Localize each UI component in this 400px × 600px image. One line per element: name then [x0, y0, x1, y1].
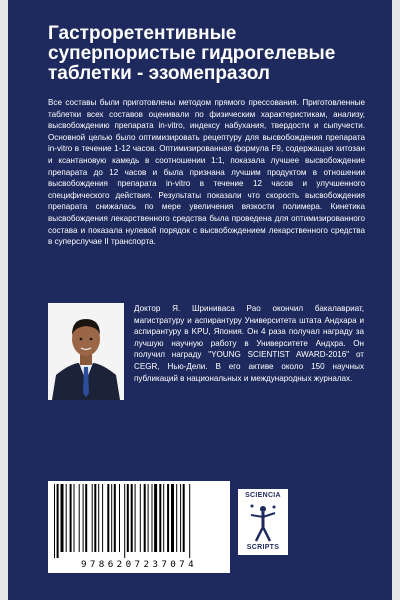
barcode-bar — [152, 484, 153, 552]
publisher-name-bottom: SCRIPTS — [246, 544, 280, 551]
barcode-bar — [131, 484, 133, 552]
barcode-bar — [159, 484, 161, 552]
barcode-bar — [135, 484, 136, 552]
barcode-bar — [167, 484, 169, 552]
barcode-bar — [70, 484, 72, 552]
barcode-bar — [54, 484, 55, 558]
barcode-bar — [66, 484, 67, 552]
barcode-bar — [94, 484, 96, 552]
barcode-bar — [154, 484, 157, 552]
abstract-text: Все составы были приготовлены методом прямого прессования. Приготовленные таблетки всех составов оценивали по физическим характеристикам, анализу, высвобождению препарата in-vitro, индексу набухания, твердости и сыпучести. Основной целью было оптимизировать рецептуру для высвобождения препарата in-vitro в течение 1-12 часов. Оптимизированная формула F9, содержащая хитозан и ксантановую камедь в соотношении 1:1, показала лучшее высвобождение препарата до 12 часов и была признана лучшим продуктом в отношении высвобождения препарата in-vitro в течение 12 часов и улучшенного специфического действия. Результаты показали что скорость высвобождения препарата снижалась по мере увеличения вязкости полимера. Кинетика высвобождения лекарственного средства была проведена для оптимизированного состава и показала нулевой порядок с высвобождением лекарственного средства в суперслучае II транспорта. — [48, 98, 365, 247]
barcode-bar — [189, 484, 190, 558]
barcode-bar — [111, 484, 112, 552]
title-line-2: суперпористые гидрогелевые — [48, 43, 336, 64]
barcode-bar — [148, 484, 149, 552]
juggler-figure-icon — [249, 503, 277, 543]
publisher-name-top: SCIENCIA — [245, 492, 281, 499]
barcode-bar — [119, 484, 120, 552]
barcode-bar — [83, 484, 84, 552]
barcode-bar — [144, 484, 146, 552]
barcode-bar — [107, 484, 109, 552]
barcode-bar — [79, 484, 80, 552]
barcode-bar — [61, 484, 64, 552]
isbn-number: 9786207237074 — [80, 559, 198, 570]
barcode-bar — [57, 484, 59, 558]
publisher-logo — [238, 489, 288, 555]
title-line-1: Гастроретентивные — [48, 23, 237, 44]
barcode-bar — [124, 484, 125, 558]
barcode-bar — [74, 484, 75, 552]
barcode-bar — [171, 484, 174, 552]
barcode-bar — [183, 484, 185, 552]
barcode-bar — [102, 484, 103, 552]
barcode-bars — [52, 484, 226, 558]
isbn-barcode — [48, 481, 230, 573]
barcode-bar — [127, 484, 129, 552]
book-title — [48, 24, 368, 84]
barcode-bar — [85, 484, 87, 552]
author-bio: Доктор Я. Шриниваса Рао окончил бакалавриат, магистратуру и аспирантуру Университета штата Андхара и аспирантуру в KPU, Япония. Он 4 раза получал награду за лучшую научную работу в Университете Андхра. Он получил награду "YOUNG SCIENTIST AWARD-2016" от CEGR, Нью-Дели. В его активе около 150 научных публикаций в национальных и международных журналах. — [134, 304, 364, 383]
barcode-bar — [98, 484, 99, 552]
barcode-bar — [176, 484, 177, 552]
barcode-bar — [92, 484, 93, 552]
barcode-bar — [180, 484, 181, 552]
barcode-bar — [140, 484, 141, 552]
barcode-bar — [114, 484, 116, 552]
barcode-bar — [163, 484, 164, 552]
title-line-3: таблетки - эзомепразол — [48, 63, 270, 84]
author-photo — [48, 303, 124, 400]
